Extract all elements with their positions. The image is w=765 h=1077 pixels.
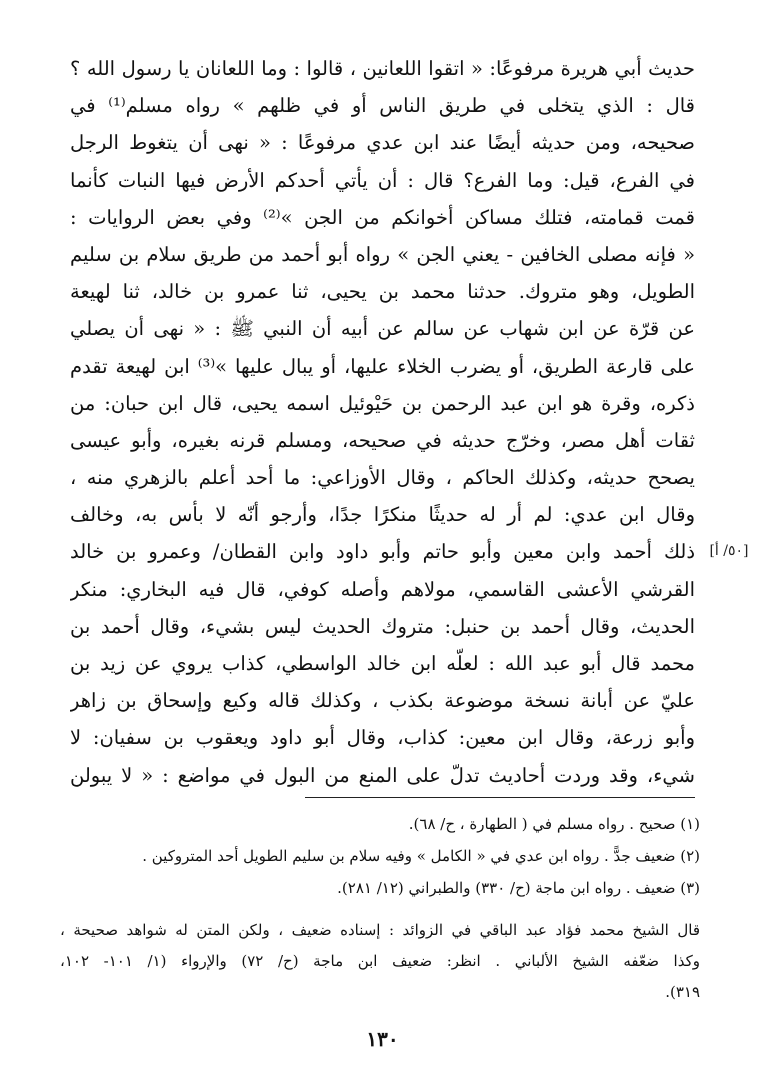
commentary-line: قال الشيخ محمد فؤاد عبد الباقي في الزوائد : إسناده ضعيف ، ولكن المتن له شواهد صحيحة ،: [60, 921, 700, 939]
page-number: ١٣٠: [366, 1027, 399, 1051]
footnote-3: (٣) ضعيف . رواه ابن ماجة (ح/ ٣٣٠) والطبراني (١٢/ ٢٨١).: [337, 879, 700, 897]
text-line: ذلك أحمد وابن معين وأبو حاتم وأبو داود وابن القطان/ وعمرو بن خالد: [70, 540, 695, 564]
footnote-1: (١) صحيح . رواه مسلم في ( الطهارة ، ح/ ٦٨).: [408, 815, 700, 833]
text-line: صحيحه، ومن حديثه أيضًا عند ابن عدي مرفوعًا : « نهى أن يتغوط الرجل: [70, 131, 695, 155]
text-line: شيء، وقد وردت أحاديث تدلّ على المنع من البول في مواضع : « لا يبولن: [70, 763, 695, 787]
manuscript-folio-reference: [٥٠/ أ]: [709, 543, 749, 559]
text-line: « فإنه مصلى الخافين - يعني الجن » رواه أبو أحمد من طريق سلام بن سليم: [70, 242, 695, 266]
commentary-line: ٣١٩).: [665, 983, 700, 1001]
text-line: عليّ عن أبانة نسخة موضوعة بكذب ، وكذلك قاله وكيع وإسحاق بن زاهر: [70, 689, 695, 713]
footnote-2: (٢) ضعيف جدًّ . رواه ابن عدي في « الكامل » وفيه سلام بن سليم الطويل أحد المتروكين .: [142, 847, 700, 865]
text-line: محمد قال أبو عبد الله : لعلّه ابن خالد الواسطي، كذاب يروي عن زيد بن: [70, 652, 695, 675]
text-line: حديث أبي هريرة مرفوعًا: « اتقوا اللعانين ، قالوا : وما اللعانان يا رسول الله ؟: [70, 57, 695, 80]
text-line: يصحح حديثه، وكذلك الحاكم ، وقال الأوزاعي: ما أحد أعلم بالزهري منه ،: [70, 466, 695, 490]
main-text-body: [70, 50, 695, 794]
text-line: وقال ابن عدي: لم أر له حديثًا منكرًا جدًا، وأرجو أنّه لا بأس به، وخالف: [70, 503, 695, 527]
text-line: ذكره، وقرة هو ابن عبد الرحمن بن حَيْوئيل اسمه يحيى، قال ابن حبان: من: [70, 391, 695, 415]
text-line: على قارعة الطريق، أو يضرب الخلاء عليها، أو يبال عليها »⁽³⁾ ابن لهيعة تقدم: [70, 354, 695, 378]
text-line: ثقات أهل مصر، وخرّج حديثه في صحيحه، ومسلم قرنه بغيره، وأبو عيسى: [70, 428, 695, 452]
text-line: عن قرّة عن ابن شهاب عن سالم عن أبيه أن النبي ﷺ : « نهى أن يصلي: [70, 317, 695, 341]
commentary-line: وكذا ضعّفه الشيخ الألباني . انظر: ضعيف ابن ماجة (ح/ ٧٢) والإرواء (١/ ١٠١- ١٠٢،: [60, 952, 700, 970]
footnote-commentary: [60, 915, 700, 1008]
footnote-divider: [305, 797, 695, 798]
text-line: قمت قمامته، فتلك مساكن أخوانكم من الجن »⁽²⁾ وفي بعض الروايات :: [70, 205, 695, 229]
text-line: الطويل، وهو متروك. حدثنا محمد بن يحيى، ثنا عمرو بن خالد، ثنا لهيعة: [70, 280, 695, 304]
footnotes: [60, 808, 700, 904]
text-line: وأبو زرعة، وقال ابن معين: كذاب، وقال أبو داود ويعقوب بن سفيان: لا: [70, 726, 695, 750]
text-line: القرشي الأعشى القاسمي، مولاهم وأصله كوفي، قال فيه البخاري: منكر: [70, 577, 695, 601]
text-line: الحديث، وقال أحمد بن حنبل: متروك الحديث ليس بشيء، وقال أحمد بن: [70, 614, 695, 638]
text-line: قال : الذي يتخلى في طريق الناس أو في ظلهم » رواه مسلم⁽¹⁾ في: [70, 94, 695, 118]
text-line: في الفرع، قيل: وما الفرع؟ قال : أن يأتي أحدكم الأرض فيها النبات كأنما: [70, 168, 695, 192]
